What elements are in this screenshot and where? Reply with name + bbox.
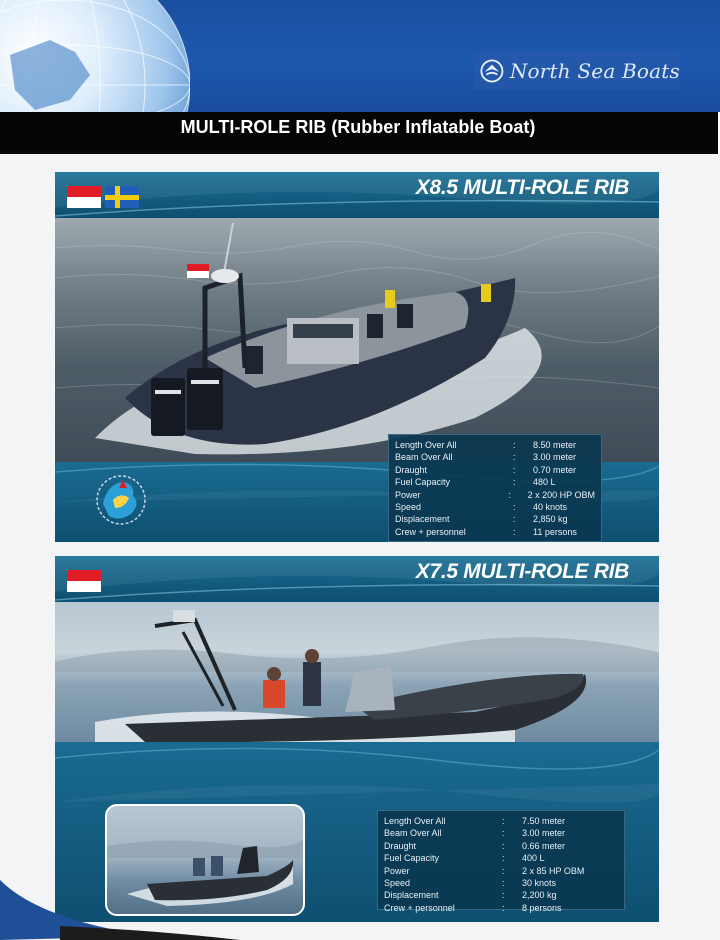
slide-title: X7.5 MULTI-ROLE RIB [415,560,629,583]
slide-banner [55,172,659,218]
spec-row: Speed : 30 knots [384,878,557,889]
slide-x85 [55,172,659,542]
spec-row: Crew + personnel : 8 persons [384,902,562,913]
slide-banner [55,556,659,602]
corner-swoosh-graphic [0,880,260,940]
spec-row: Beam Over All : 3.00 meter [384,828,566,839]
page-header [0,0,720,112]
slide-title: X8.5 MULTI-ROLE RIB [415,176,629,199]
spec-row: Fuel Capacity : 400 L [384,853,545,864]
sweden-flag [105,186,139,208]
boat-illustration [55,218,659,462]
spec-row: Length Over All : 7.50 meter [384,816,566,826]
spec-row: Displacement : 2,200 kg [384,890,557,901]
boat-photo-x75 [55,602,659,742]
indonesia-flag [67,570,101,592]
spec-row: Speed : 40 knots [395,502,568,513]
north-sea-boats-logo [474,52,680,90]
compass-icon [480,58,504,84]
spec-row: Fuel Capacity : 480 L [395,477,556,488]
slide-x75 [55,556,659,922]
logo-text: North Sea Boats [509,59,680,83]
globe-grid [0,0,190,112]
spec-row: Beam Over All : 3.00 meter [395,452,577,463]
boat-illustration [55,602,659,742]
spec-row: Length Over All : 8.50 meter [395,440,577,450]
spec-row: Crew + personnel : 11 persons [395,526,577,537]
specs-panel [377,810,625,913]
navy-emblem-icon [83,470,159,532]
spec-row: Draught : 0.70 meter [395,464,577,475]
spec-row: Displacement : 2,850 kg [395,514,568,525]
boat-photo-x85 [55,218,659,462]
page-title: MULTI-ROLE RIB (Rubber Inflatable Boat) [180,117,536,137]
indonesia-flag [67,186,101,208]
spec-row: Power : 2 x 85 HP OBM [384,865,585,876]
spec-row: Draught : 0.66 meter [384,840,566,851]
specs-panel [388,434,602,542]
spec-row: Power : 2 x 200 HP OBM [395,489,595,500]
